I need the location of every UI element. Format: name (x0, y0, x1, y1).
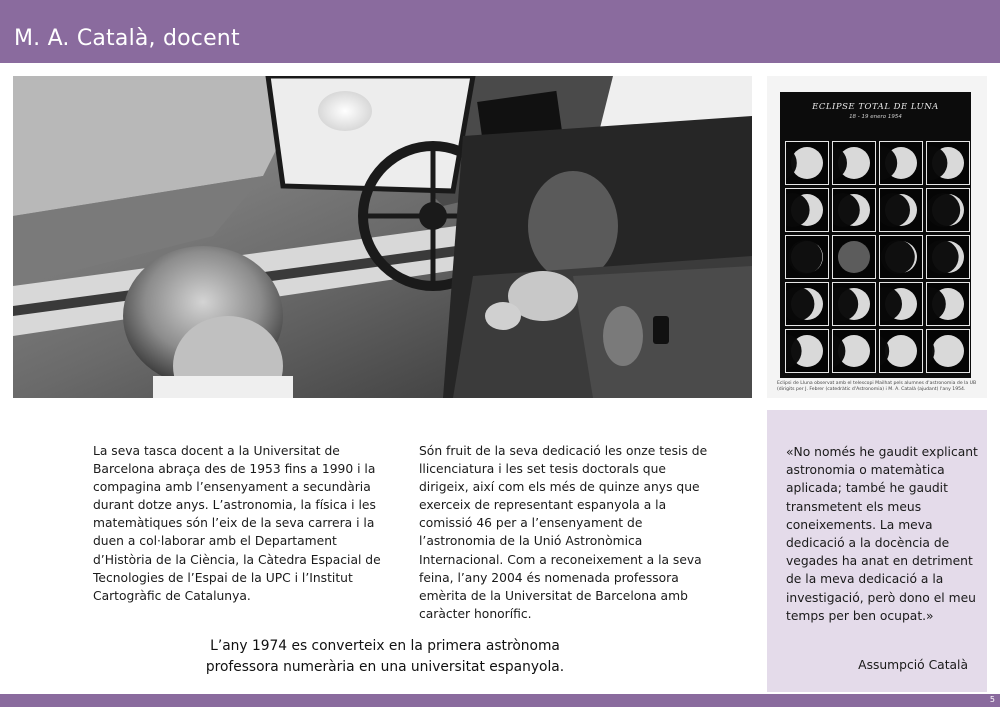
moon-icon (786, 236, 828, 278)
moon-icon (927, 330, 969, 372)
moon-icon (833, 330, 875, 372)
photo-icon (13, 76, 752, 398)
eclipse-phase-cell (927, 142, 969, 184)
quote-text: «No només he gaudit explicant astronomia o matemàtica aplicada; també he gaudit transmetent els meus coneixements. La meva dedicació a la docència de vegades ha anat en detriment de la meva dedicació a la investigació, però dono el meu temps per ben ocupat.» (786, 445, 978, 623)
poster-subtitle: 18 - 19 enero 1954 (849, 114, 902, 120)
eclipse-phase-cell (786, 236, 828, 278)
main-photo (13, 76, 752, 398)
eclipse-phase-cell (786, 283, 828, 325)
eclipse-phase-cell (880, 189, 922, 231)
moon-icon (833, 142, 875, 184)
quote-author: Assumpció Català (858, 658, 968, 672)
eclipse-phase-cell (833, 330, 875, 372)
moon-icon (786, 283, 828, 325)
eclipse-phase-cell (927, 236, 969, 278)
moon-icon (880, 330, 922, 372)
poster-title: ECLIPSE TOTAL DE LUNA (812, 102, 939, 112)
eclipse-phase-cell (833, 236, 875, 278)
body-paragraph-1: La seva tasca docent a la Universitat de Barcelona abraça des de 1953 fins a 1990 i la compagina amb l’ensenyament a secundària durant dotze anys. L’astronomia, la física i les matemàtiques són l’eix de la seva carrera i la duen a col·laborar amb el Departament d’Història de la Ciència, la Càtedra Espacial de Tecnologies de l’Espai de la UPC i l’Institut Cartogràfic de Catalunya. (93, 444, 381, 603)
moon-icon (927, 142, 969, 184)
body-column-2 (419, 442, 719, 623)
moon-icon (833, 189, 875, 231)
moon-icon (927, 283, 969, 325)
page-footer (0, 694, 1000, 707)
eclipse-phase-cell (786, 330, 828, 372)
moon-icon (880, 189, 922, 231)
eclipse-phase-cell (880, 142, 922, 184)
highlight-line-2: professora numerària en una universitat espanyola. (205, 659, 565, 675)
page-title: M. A. Català, docent (14, 26, 240, 51)
poster-caption: Eclipsi de Lluna observat amb el telescopi Mailhat pels alumnes d'astronomia de la UB (dirigits per J. Febrer (catedràtic d'Astronomia) i M. A. Català (ajudant) l'any 1954. (777, 381, 977, 392)
eclipse-poster (767, 76, 987, 398)
moon-icon (880, 283, 922, 325)
highlight-statement (150, 636, 620, 678)
quote-box (767, 410, 987, 692)
eclipse-phase-cell (833, 189, 875, 231)
moon-icon (833, 236, 875, 278)
moon-icon (786, 189, 828, 231)
moon-icon (927, 236, 969, 278)
body-paragraph-2: Són fruit de la seva dedicació les onze tesis de llicenciatura i les set tesis doctorals que dirigeix, així com els més de quinze anys que exerceix de representant espanyola a la comissió 46 per a l’ensenyament de l’astronomia de la Unió Astronòmica Internacional. Com a reconeixement a la seva feina, l’any 2004 és nomenada professora emèrita de la Universitat de Barcelona amb caràcter honorífic. (419, 444, 708, 621)
eclipse-phase-cell (786, 142, 828, 184)
eclipse-phase-cell (880, 283, 922, 325)
eclipse-phase-cell (927, 283, 969, 325)
body-column-1 (93, 442, 393, 605)
moon-icon (927, 189, 969, 231)
moon-icon (880, 236, 922, 278)
moon-icon (833, 283, 875, 325)
page-number: 5 (989, 695, 995, 704)
eclipse-phase-cell (927, 330, 969, 372)
eclipse-phase-cell (927, 189, 969, 231)
highlight-line-1: L’any 1974 es converteix en la primera astrònoma (210, 638, 560, 654)
eclipse-phase-cell (833, 142, 875, 184)
eclipse-phase-cell (833, 283, 875, 325)
quote-text-block (786, 443, 978, 625)
eclipse-phase-cell (880, 330, 922, 372)
moon-icon (786, 330, 828, 372)
eclipse-phase-cell (786, 189, 828, 231)
moon-icon (880, 142, 922, 184)
moon-icon (786, 142, 828, 184)
eclipse-phase-cell (880, 236, 922, 278)
eclipse-poster-frame (780, 92, 971, 378)
page-header (0, 0, 1000, 63)
